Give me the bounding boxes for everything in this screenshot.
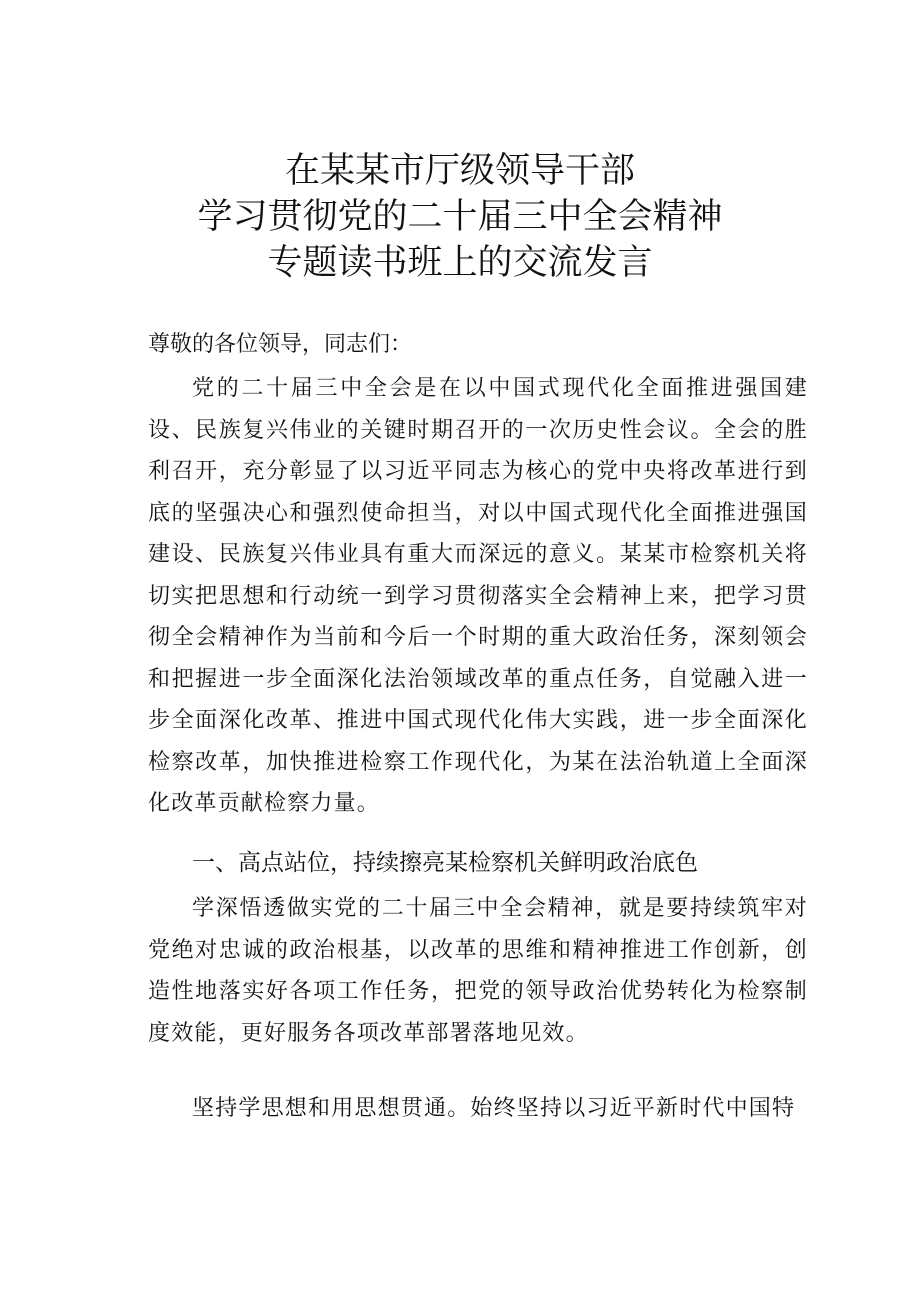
title-line-2: 学习贯彻党的二十届三中全会精神 (197, 197, 723, 237)
paragraph-3: 坚持学思想和用思想贯通。始终坚持以习近平新时代中国特 (192, 1096, 796, 1121)
section-heading: 一、高点站位，持续擦亮某检察机关鲜明政治底色 (192, 850, 698, 876)
title-line-3: 专题读书班上的交流发言 (267, 243, 653, 283)
paragraph-1: 党的二十届三中全会是在以中国式现代化全面推进强国建设、民族复兴伟业的关键时期召开的一次历史性会议。全会的胜利召开，充分彰显了以习近平同志为核心的党中央将改革进行到底的坚强决心和强烈使命担当，对以中国式现代化全面推进强国建设、民族复兴伟业具有重大而深远的意义。某某市检察机关将切实把思想和行动统一到学习贯彻落实全会精神上来，把学习贯彻全会精神作为当前和今后一个时期的重大政治任务，深刻领会和把握进一步全面深化法治领域改革的重点任务，自觉融入进一步全面深化改革、推进中国式现代化伟大实践，进一步全面深化检察改革，加快推进检察工作现代化，为某在法治轨道上全面深化改革贡献检察力量。 (148, 376, 808, 816)
greeting: 尊敬的各位领导，同志们： (148, 332, 413, 357)
paragraph-2: 学深悟透做实党的二十届三中全会精神，就是要持续筑牢对党绝对忠诚的政治根基，以改革的思维和精神推进工作创新，创造性地落实好各项工作任务，把党的领导政治优势转化为检察制度效能，更好服务各项改革部署落地见效。 (148, 896, 808, 1046)
document-title (0, 148, 920, 286)
title-line-1: 在某某市厅级领导干部 (284, 151, 635, 191)
